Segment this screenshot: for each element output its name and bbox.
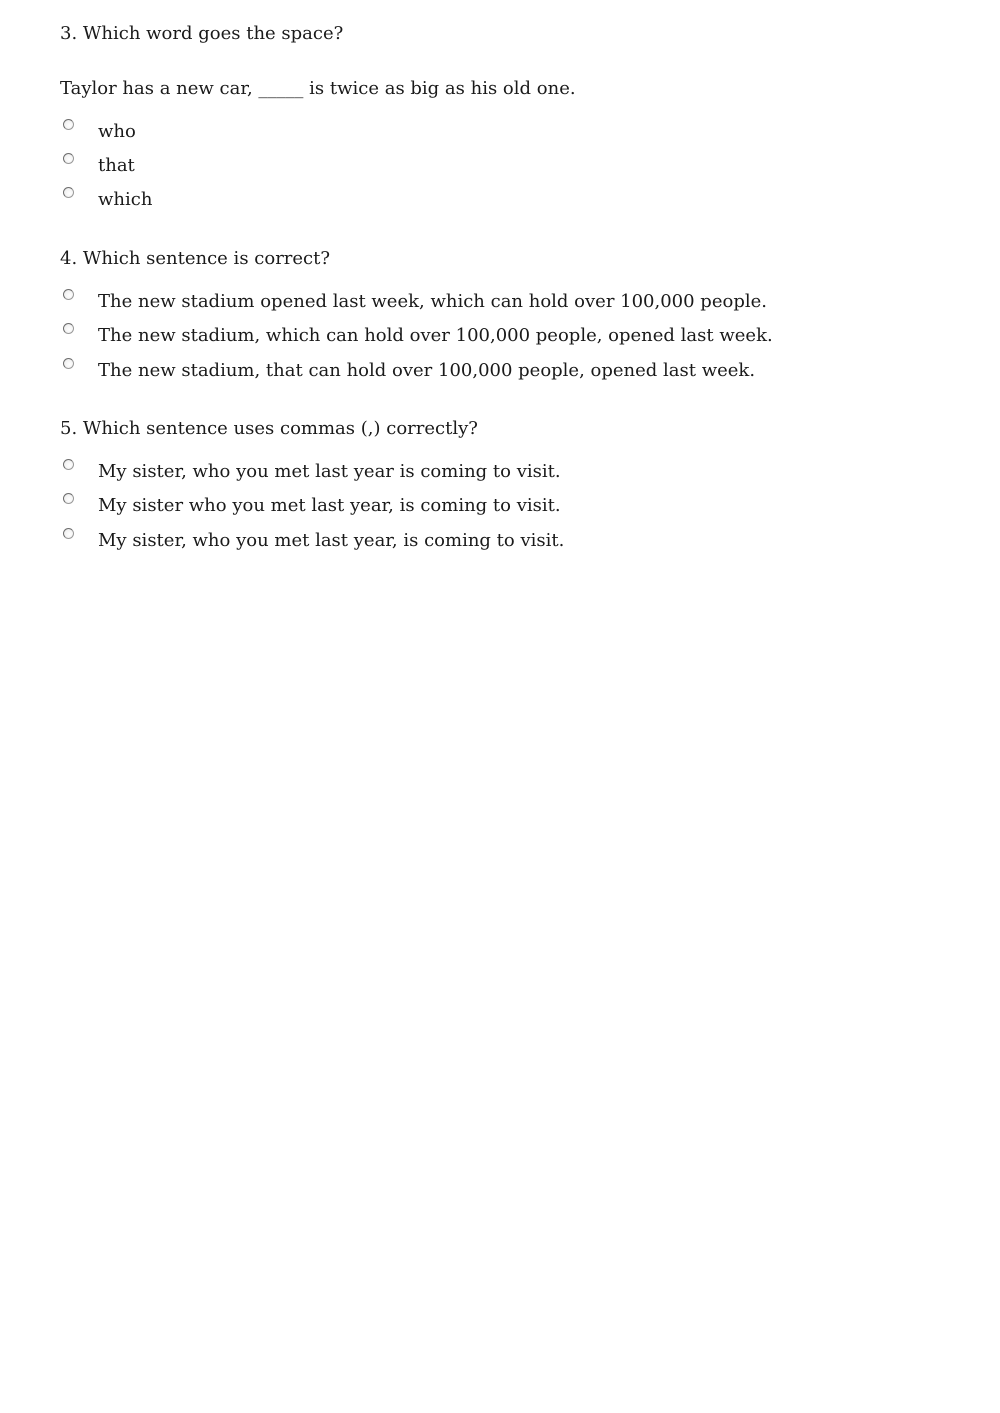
- question-5-option-2[interactable]: [60, 493, 960, 523]
- option-label: My sister, who you met last year, is coming to visit.: [98, 530, 565, 551]
- radio-button[interactable]: [63, 358, 74, 369]
- option-label: which: [98, 189, 153, 210]
- question-4-option-3[interactable]: [60, 358, 960, 388]
- radio-button[interactable]: [63, 289, 74, 300]
- radio-button[interactable]: [63, 493, 74, 504]
- question-3-option-who[interactable]: [60, 119, 960, 149]
- question-5-title: 5. Which sentence uses commas (,) correctly?: [60, 418, 478, 439]
- option-label: The new stadium opened last week, which can hold over 100,000 people.: [98, 291, 767, 312]
- radio-button[interactable]: [63, 187, 74, 198]
- question-3-stem: Taylor has a new car, _____ is twice as big as his old one.: [60, 78, 576, 99]
- option-label: The new stadium, which can hold over 100,000 people, opened last week.: [98, 325, 773, 346]
- question-3-option-that[interactable]: [60, 153, 960, 183]
- question-4-option-1[interactable]: [60, 289, 960, 319]
- question-3-title: 3. Which word goes the space?: [60, 23, 344, 44]
- option-label: My sister, who you met last year is coming to visit.: [98, 461, 561, 482]
- radio-button[interactable]: [63, 153, 74, 164]
- radio-button[interactable]: [63, 528, 74, 539]
- question-5-option-1[interactable]: [60, 459, 960, 489]
- radio-button[interactable]: [63, 119, 74, 130]
- question-4-title: 4. Which sentence is correct?: [60, 248, 331, 269]
- option-label: My sister who you met last year, is coming to visit.: [98, 495, 561, 516]
- option-label: who: [98, 121, 136, 142]
- radio-button[interactable]: [63, 459, 74, 470]
- question-4-option-2[interactable]: [60, 323, 960, 353]
- option-label: that: [98, 155, 135, 176]
- question-3-option-which[interactable]: [60, 187, 960, 217]
- radio-button[interactable]: [63, 323, 74, 334]
- option-label: The new stadium, that can hold over 100,000 people, opened last week.: [98, 360, 756, 381]
- question-5-option-3[interactable]: [60, 528, 960, 558]
